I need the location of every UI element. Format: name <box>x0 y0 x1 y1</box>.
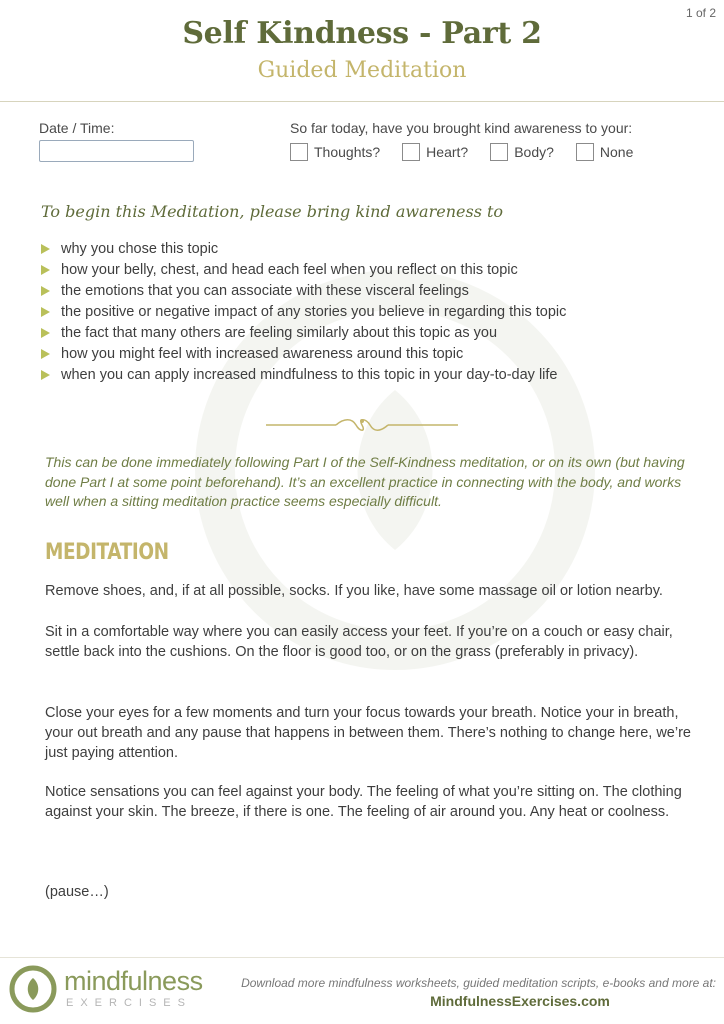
list-item <box>41 238 566 259</box>
website-link[interactable]: MindfulnessExercises.com <box>430 993 610 1009</box>
page-title: Self Kindness - Part 2 <box>182 16 542 51</box>
heart-checkbox[interactable] <box>402 143 420 161</box>
list-item <box>41 322 566 343</box>
thoughts-checkbox[interactable] <box>290 143 308 161</box>
footer-tagline: Download more mindfulness worksheets, guided meditation scripts, e-books and more at: <box>241 976 716 990</box>
page-indicator: 1 of 2 <box>685 6 716 20</box>
intro-heading: To begin this Meditation, please bring kind awareness to <box>41 202 504 221</box>
arrow-bullet-icon <box>41 244 50 254</box>
arrow-bullet-icon <box>41 349 50 359</box>
arrow-bullet-icon <box>41 370 50 380</box>
date-time-label: Date / Time: <box>39 120 115 136</box>
option-label: Heart? <box>426 144 469 160</box>
list-item <box>41 259 566 280</box>
body-checkbox[interactable] <box>490 143 508 161</box>
option-body[interactable] <box>490 143 554 161</box>
page-subtitle: Guided Meditation <box>257 58 467 83</box>
arrow-bullet-icon <box>41 328 50 338</box>
option-none[interactable] <box>576 143 633 161</box>
list-item-text: when you can apply increased mindfulness to this topic in your day-to-day life <box>61 366 558 383</box>
footer-divider <box>0 957 724 958</box>
mindfulness-logo-icon <box>8 964 58 1014</box>
date-time-field[interactable] <box>39 140 194 162</box>
awareness-question: So far today, have you brought kind awareness to your: <box>290 120 633 136</box>
meditation-paragraph: Remove shoes, and, if at all possible, socks. If you like, have some massage oil or lotion nearby. <box>45 583 663 599</box>
awareness-list <box>41 238 566 385</box>
list-item-text: how you might feel with increased awareness around this topic <box>61 345 464 362</box>
list-item <box>41 343 566 364</box>
practice-note: This can be done immediately following Part I of the Self-Kindness meditation, or on its own (but having done Part I at some point beforehand). It’s an excellent practice in connecting with the body, and works well when a sitting meditation practice seems especially difficult. <box>45 454 685 509</box>
option-label: Thoughts? <box>314 144 381 160</box>
pause-note: (pause…) <box>45 884 109 900</box>
brand-subtitle: EXERCISES <box>66 997 192 1009</box>
option-label: Body? <box>514 144 554 160</box>
arrow-bullet-icon <box>41 286 50 296</box>
list-item-text: the positive or negative impact of any stories you believe in regarding this topic <box>61 303 567 320</box>
option-heart[interactable] <box>402 143 468 161</box>
meditation-heading: MEDITATION <box>45 540 169 565</box>
list-item <box>41 364 566 385</box>
list-item <box>41 301 566 322</box>
brand-name: mindfulness <box>64 966 203 996</box>
ornamental-divider-icon <box>266 417 458 433</box>
header-divider <box>0 101 724 102</box>
meditation-paragraph: Sit in a comfortable way where you can easily access your feet. If you’re on a couch or easy chair, settle back into the cushions. On the floor is good too, or on the grass (preferably in privacy). <box>45 624 673 660</box>
list-item-text: the fact that many others are feeling similarly about this topic as you <box>61 324 498 341</box>
arrow-bullet-icon <box>41 307 50 317</box>
awareness-options <box>290 143 655 161</box>
list-item-text: the emotions that you can associate with these visceral feelings <box>61 282 469 299</box>
arrow-bullet-icon <box>41 265 50 275</box>
none-checkbox[interactable] <box>576 143 594 161</box>
meditation-paragraph: Notice sensations you can feel against your body. The feeling of what you’re sitting on. The clothing against your skin. The breeze, if there is one. The feeling of air around you. Any heat or coolness. <box>45 784 682 820</box>
list-item-text: how your belly, chest, and head each feel when you reflect on this topic <box>61 261 518 278</box>
list-item <box>41 280 566 301</box>
option-label: None <box>599 144 634 160</box>
option-thoughts[interactable] <box>290 143 380 161</box>
list-item-text: why you chose this topic <box>61 240 219 257</box>
meditation-paragraph: Close your eyes for a few moments and turn your focus towards your breath. Notice your in breath, your out breath and any pause that happens in between them. There’s nothing to change here, we’re just paying attention. <box>45 705 691 761</box>
